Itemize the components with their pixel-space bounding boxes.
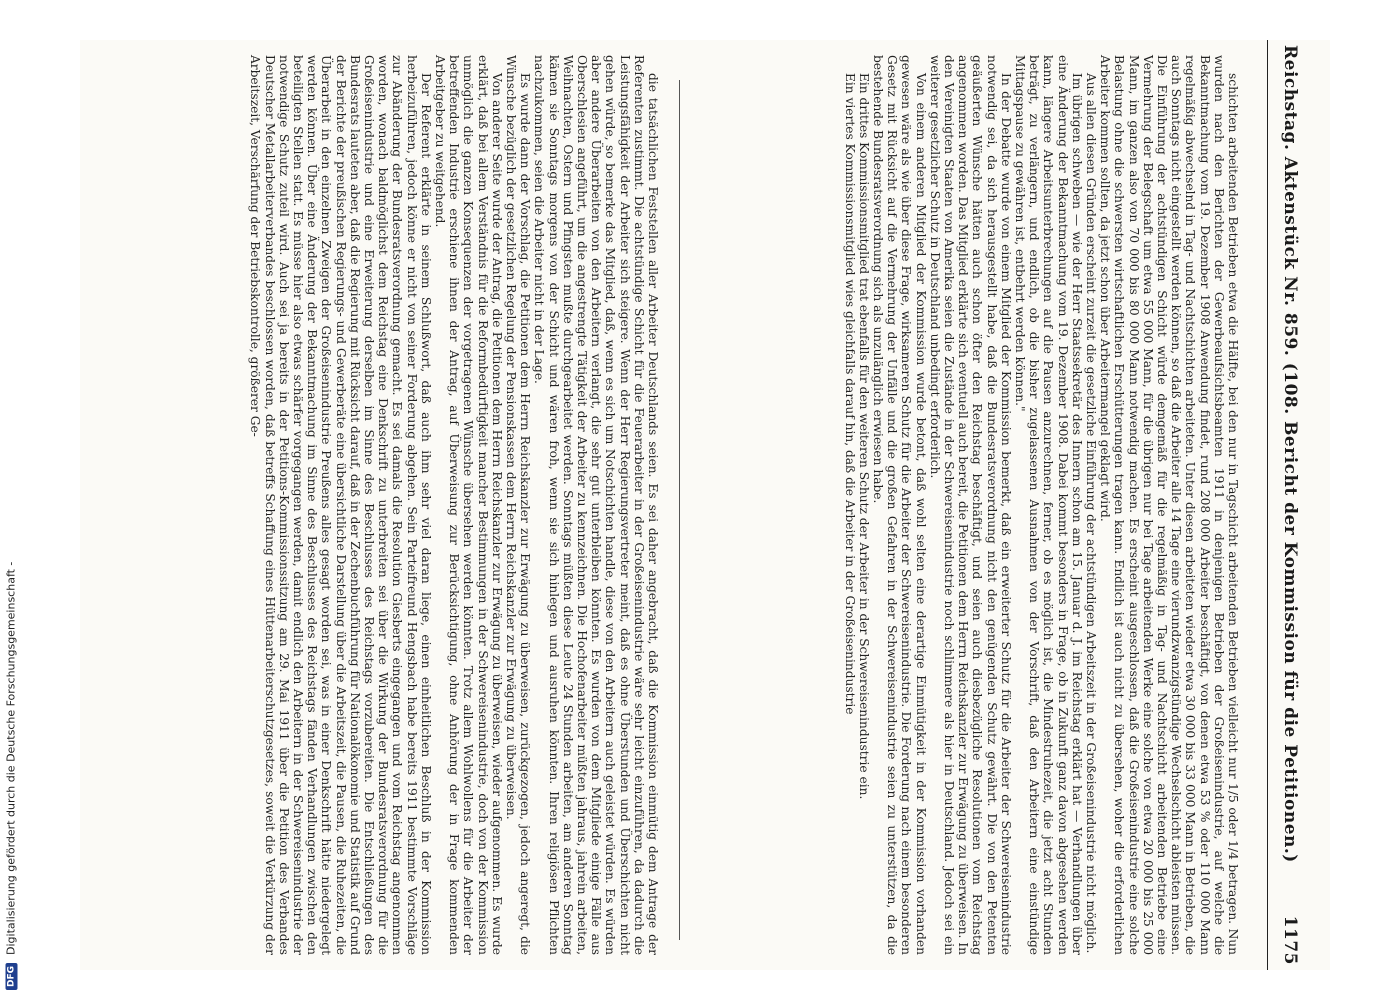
paragraph: Der Referent erklärte in seinem Schlußwort, daß auch ihm sehr viel daran liege, einen einheitlichen Beschluß in der Kommission herbeizuführen, jedoch könne er nicht von seiner Forderung abgehen. Sein Parteifreund Hengsbach habe bereits 1911 bestimmte Vorschläge zur Abänderung der Bundesratsverordnung gemacht. Es sei damals die Resolution Giesberts eingegangen und vom Reichstag angenommen worden, wonach baldmöglichst dem Reichstag eine Denkschrift zu unterbreiten sei über die Wirkung der Bundesratsverordnung für die Großeisenindustrie und eine Erweiterung derselben im Sinne des Beschlusses des Reichstags vorzubereiten. Die Entschließungen des Bundesrats lauteten aber, daß die Regierung mit Rücksicht darauf, daß in der Zechenbuchführung für Nationalökonomie und Statistik auf Grund der Berichte der preußischen Regierungs- und Gewerberäte eine übersichtliche Darstellung über die Arbeitszeit, die Pausen, die Ruhezeiten, die Überarbeit in den einzelnen Zweigen der Großeisenindustrie Preußens alles gesagt worden sei, was in einer Denkschrift hätte niedergelegt werden können. Über eine Änderung der Bekanntmachung im Sinne des Beschlusses des Reichstags fänden Verhandlungen zwischen den beteiligten Stellen statt. Es müsse hier also etwas schärfer vorgegangen werden, damit endlich den Arbeitern in der Schwereisenindustrie der notwendige Schutz zuteil wird. Auch sei ja bereits in der Petitions-Kommissionssitzung am 29. Mai 1911 über die Petition des Verbandes Deutscher Metallarbeiterverbandes beschlossen worden, daß betreffs Schaffung eines Hüttenarbeiterschutzgesetzes, soweit die Verkürzung der Arbeitszeit, Verschärfung der Betriebskontrolle, größerer Ge-: [248, 55, 433, 955]
paragraph: Ein drittes Kommissionsmitglied trat ebenfalls für den weiteren Schutz der Arbeiter in der Schwereisenindustrie ein.: [856, 73, 871, 800]
paragraph: In der Debatte wurde von einem Mitglied der Kommission bemerkt, daß ein erweiterter Schutz für die Arbeiter der Schwereisenindustrie notwendig sei, da sich herausgestellt habe, daß die Bundesratsverordnung nicht den genügenden Schutz gewährt. Die von den Petenten geäußerten Wünsche hätten auch schon öfter den Reichstag beschäftigt, und seien auch diesbezügliche Resolutionen vom Reichstag angenommen worden. Das Mitglied erklärte sich eventuell auch bereit, die Petitionen dem Herrn Reichskanzler zur Erwägung zu überweisen. In den Vereinigten Staaten von Amerika seien die Zustände in der Schwereisenindustrie noch schlimmere als hier in Deutschland. Jedoch sei ein weiterer gesetzlicher Schutz in Deutschland unbedingt erforderlich.: [927, 55, 1013, 955]
paragraph: Es wurde dann der Vorschlag, die Petitionen dem Herrn Reichskanzler zur Erwägung zu überweisen, zurückgezogen, jedoch angeregt, die Wünsche bezüglich der gesetzlichen Regelung der Pensionskassen dem Herrn Reichskanzler zur Erwägung zu überweisen.: [503, 55, 533, 955]
dfg-logo: DFG: [5, 963, 17, 990]
paragraph: die tatsächlichen Feststellen aller Arbeiter Deutschlands seien. Es sei daher angebracht, daß die Kommission einmütig dem Antrage der Referenten zustimmt. Die achtstündige Schicht für die Feuerarbeiter in der Großeisenindustrie wäre sehr leicht einzuführen, da dadurch die Leistungsfähigkeit der Arbeiter sich steigere. Wenn der Herr Regierungsvertreter meint, daß es ohne Überstunden und Überschichten nicht gehen würde, so bemerke das Mitglied, daß, wenn es sich um Notschichten handle, diese von den Arbeitern auch geleistet würden. Es würden aber andere Überarbeiten von den Arbeitern verlangt, die sehr gut unterbleiben könnten. Es wurden von dem Mitgliede einige Fälle aus Oberschlesien angeführt, um die angestrengte Tätigkeit der Arbeiter zu kennzeichnen. Die Hochofenarbeiter müßten jahraus, jahrein arbeiten, Weihnachten, Ostern und Pfingsten mußte durchgearbeitet werden. Sonntags müßten diese Leute 24 Stunden arbeiten, am anderen Sonntag kämen sie Sonntags morgens von der Schicht und wären froh, wenn sie sich hinlegen und ausruhen könnten. Ihren religiösen Pflichten nachzukommen, seien die Arbeiter nicht in der Lage.: [532, 55, 660, 955]
text-column-second: [110, 40, 670, 970]
paragraph: Aus allen diesen Gründen erscheint zurzeit die gesetzliche Einführung der achtstündigen Arbeitszeit in der Großeisenindustrie nicht möglich.: [1083, 73, 1098, 954]
page-title: Reichstag. Aktenstück Nr. 859. (108. Bericht der Kommission für die Petitionen.): [1280, 45, 1300, 863]
paragraph: Ein viertes Kommissionsmitglied wies gleichfalls darauf hin, daß die Arbeiter in der Großeisenindustrie: [842, 73, 857, 715]
paragraph: Im übrigen schweben — wie der Herr Staatssekretär des Innern schon am 15. Januar d. J. im Reichstag erklärt hat — Verhandlungen über eine Änderung der Bekanntmachung vom 19. Dezember 1908. Dabei kommt besonders in Frage, ob in Zukunft ganz davon abgesehen werden kann, längere Arbeitsunterbrechungen auf die Pausen anzurechnen, ferner, ob es möglich ist, die Mindestruhezeit, die jetzt acht Stunden beträgt, zu verlängern, und endlich, ob die bisher zugelassenen Ausnahmen von der Vorschrift, daß den Arbeitern eine einstündige Mittagspause zu gewähren ist, entbehrt werden können.": [1012, 55, 1084, 955]
text-column-first: [690, 40, 1250, 970]
paragraph: Von einem anderen Mitglied der Kommission wurde betont, daß wohl selten eine derartige Einmütigkeit in der Kommission vorhanden gewesen wäre als wie über diese Frage, wirksameren Schutz für die Arbeiter der Schwereisenindustrie. Die Forderung nach einem besonderen Gesetz mit Rücksicht auf die Vermehrung der Unfälle und die großen Gefahren in der Schwereisenindustrie seien zu unterstützen, da die bestehende Bundesratsverordnung sich als unzulänglich erwiesen habe.: [870, 55, 928, 955]
page-number: 1175: [1280, 915, 1300, 965]
digitization-note: [0, 0, 22, 1000]
paragraph: schichten arbeitenden Betrieben etwa die Hälfte, bei den nur in Tagschicht arbeitenden Betrieben vielleicht nur 1/5 oder 1/4 betragen. Nun wurden nach den Berichten der Gewerbeaufsichtsbeamten 1911 in denjenigen Betrieben der Großeisenindustrie, auf welche die Bekanntmachung vom 19. Dezember 1908 Anwendung findet, rund 208 000 Arbeiter beschäftigt, von denen etwa 53 % oder 110 000 Mann regelmäßig abwechselnd in Tag- und Nachtschichten arbeiteten. Unter diesen arbeiteten wieder etwa 30 000 bis 33 000 Mann in Betrieben, die auch Sonntags nicht eingestellt werden können, so daß die Arbeiter alle 14 Tage eine vierundzwanzigstündige Wechselschicht ableisten müssen. Die Einführung der achtstündigen Schicht würde demgemäß für die regelmäßig in Tag- und Nachtschicht arbeitenden Betriebe eine Vermehrung der Belegschaft um etwa 55 000 Mann, für die übrigen nur bei Tage arbeitenden Werke eine solche von etwa 20 000 bis 25 000 Mann, im ganzen also von 70 000 bis 80 000 Mann notwendig machen. Es erscheint ausgeschlossen, daß die Großeisenindustrie eine solche Belastung ohne die schwersten wirtschaftlichen Erschütterungen tragen kann. Endlich ist auch nicht zu übersehen, woher die erforderlichen Arbeiter kommen sollten, da jetzt schon über Arbeitermangel geklagt wird.: [1098, 55, 1240, 955]
column-divider: [679, 80, 680, 940]
paragraph: Von anderer Seite wurde der Antrag, die Petitionen dem Herrn Reichskanzler zur Erwägung zu überweisen, wieder aufgenommen. Es wurde erklärt, daß bei allem Verständnis für die Reformbedürftigkeit mancher Bestimmungen in der Schwereisenindustrie, doch von der Kommission unmöglich die ganzen Konsequenzen der vorgetragenen Wünsche übersehen werden könnten. Trotz allem Wohlwollens für die Arbeiter der betreffenden Industrie erschiene ihnen der Antrag, auf Überweisung zur Berücksichtigung, ohne Anhörung der in Frage kommenden Arbeitgeber zu weitgehend.: [432, 55, 504, 955]
document-page: [80, 40, 1330, 970]
digitization-note-text: Digitalisierung gefördert durch die Deutsche Forschungsgemeinschaft -: [4, 561, 18, 955]
page-header: [1267, 40, 1312, 970]
